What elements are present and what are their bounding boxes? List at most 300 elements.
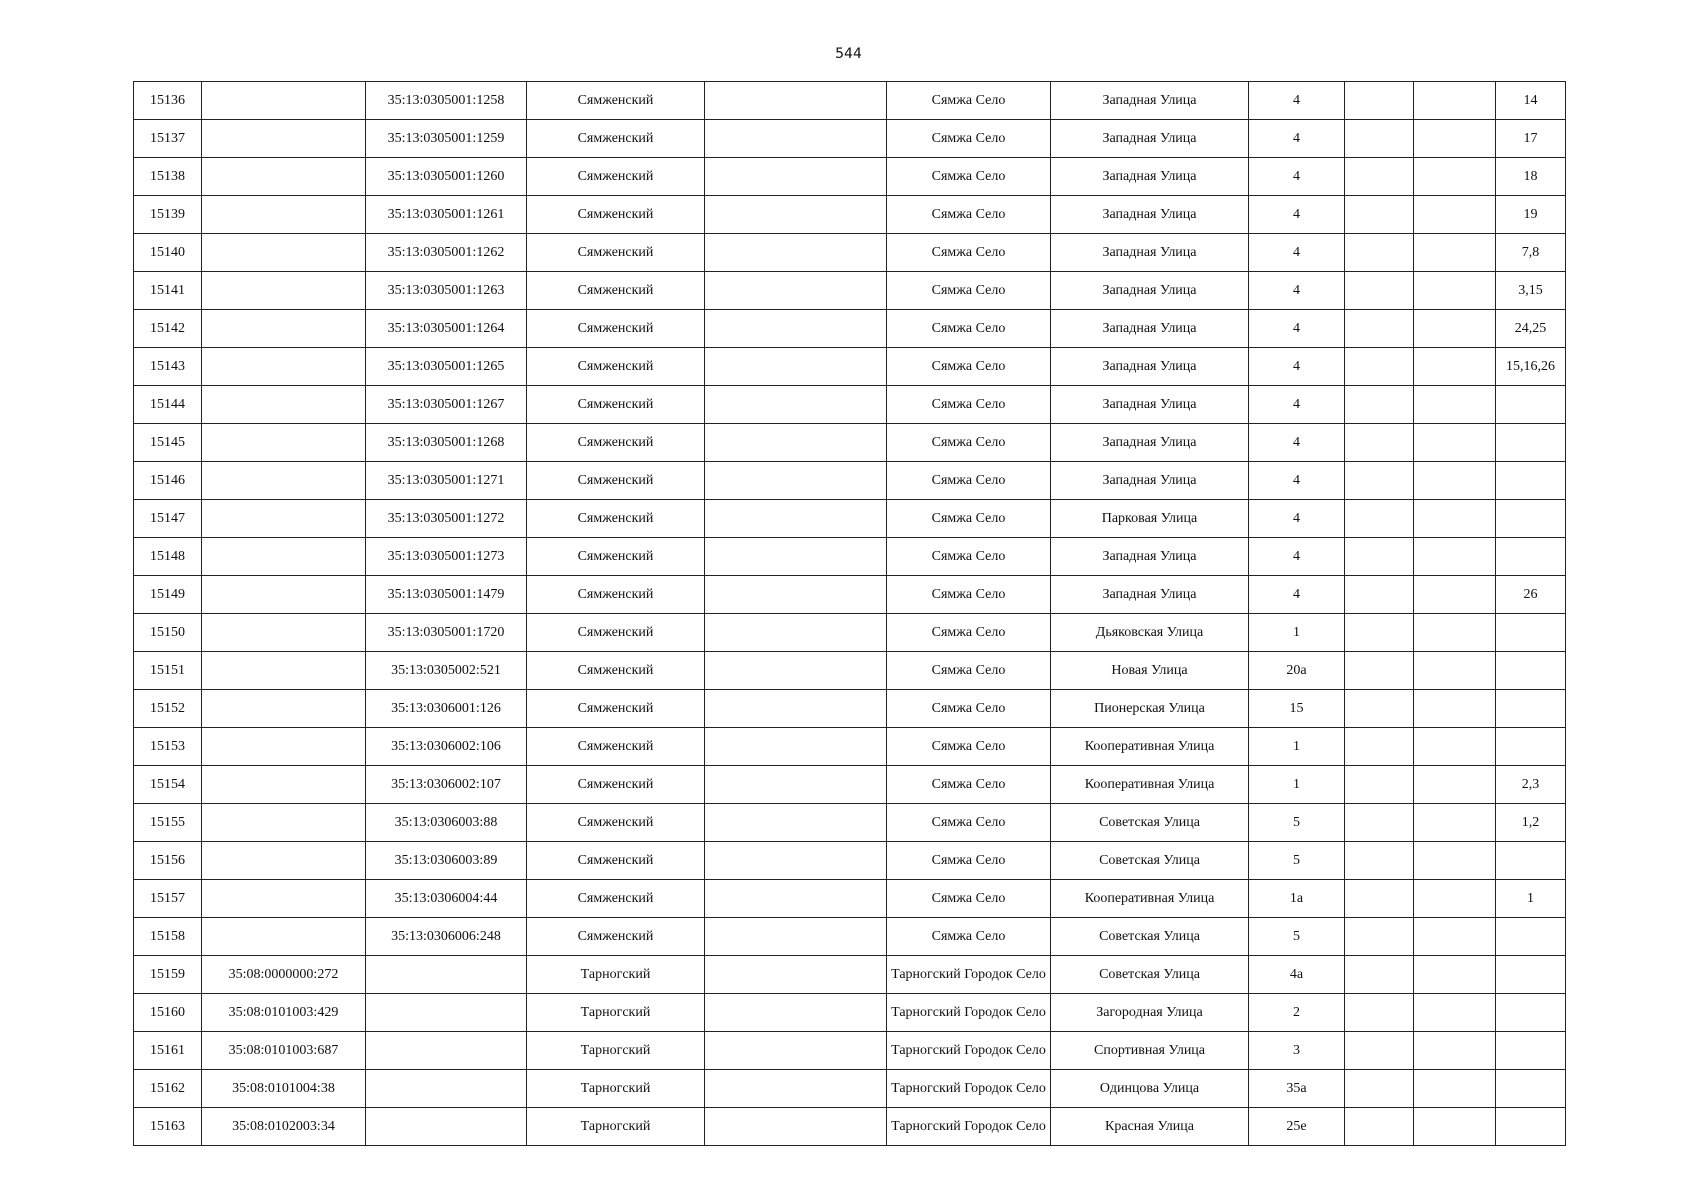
locality-cell: Сямжа Село: [887, 424, 1051, 462]
locality-cell: Сямжа Село: [887, 766, 1051, 804]
street-cell: Новая Улица: [1051, 652, 1249, 690]
cadastral-number-alt-cell: 35:13:0305001:1264: [366, 310, 527, 348]
table-row: [134, 956, 1566, 994]
row-number-cell: 15143: [134, 348, 202, 386]
row-number-cell: 15151: [134, 652, 202, 690]
apartment-cell: 18: [1496, 158, 1566, 196]
district-cell: Сямженский: [527, 234, 705, 272]
street-cell: Парковая Улица: [1051, 500, 1249, 538]
structure-cell: [1414, 690, 1496, 728]
house-number-cell: 4: [1249, 158, 1345, 196]
district-cell: Сямженский: [527, 766, 705, 804]
table-row: [134, 804, 1566, 842]
structure-cell: [1414, 728, 1496, 766]
table-row: [134, 272, 1566, 310]
building-cell: [1345, 500, 1414, 538]
apartment-cell: [1496, 728, 1566, 766]
apartment-cell: [1496, 652, 1566, 690]
cadastral-number-cell: [202, 272, 366, 310]
settlement-cell: [705, 196, 887, 234]
cadastral-number-alt-cell: 35:13:0305001:1265: [366, 348, 527, 386]
district-cell: Сямженский: [527, 158, 705, 196]
table-row: [134, 1032, 1566, 1070]
building-cell: [1345, 196, 1414, 234]
house-number-cell: 4: [1249, 386, 1345, 424]
row-number-cell: 15144: [134, 386, 202, 424]
district-cell: Сямженский: [527, 690, 705, 728]
street-cell: Кооперативная Улица: [1051, 766, 1249, 804]
table-row: [134, 1108, 1566, 1146]
cadastral-number-alt-cell: [366, 956, 527, 994]
row-number-cell: 15142: [134, 310, 202, 348]
table-body: [134, 82, 1566, 1146]
street-cell: Западная Улица: [1051, 120, 1249, 158]
house-number-cell: 3: [1249, 1032, 1345, 1070]
building-cell: [1345, 1070, 1414, 1108]
settlement-cell: [705, 956, 887, 994]
district-cell: Сямженский: [527, 348, 705, 386]
cadastral-number-cell: [202, 880, 366, 918]
row-number-cell: 15155: [134, 804, 202, 842]
district-cell: Сямженский: [527, 462, 705, 500]
locality-cell: Сямжа Село: [887, 234, 1051, 272]
row-number-cell: 15160: [134, 994, 202, 1032]
building-cell: [1345, 1108, 1414, 1146]
locality-cell: Сямжа Село: [887, 348, 1051, 386]
table-row: [134, 82, 1566, 120]
house-number-cell: 2: [1249, 994, 1345, 1032]
cadastral-number-alt-cell: 35:13:0305001:1261: [366, 196, 527, 234]
locality-cell: Сямжа Село: [887, 272, 1051, 310]
cadastral-number-cell: [202, 348, 366, 386]
district-cell: Сямженский: [527, 310, 705, 348]
apartment-cell: 19: [1496, 196, 1566, 234]
cadastral-number-cell: [202, 234, 366, 272]
house-number-cell: 1: [1249, 728, 1345, 766]
row-number-cell: 15147: [134, 500, 202, 538]
street-cell: Спортивная Улица: [1051, 1032, 1249, 1070]
structure-cell: [1414, 310, 1496, 348]
street-cell: Пионерская Улица: [1051, 690, 1249, 728]
settlement-cell: [705, 1032, 887, 1070]
house-number-cell: 5: [1249, 842, 1345, 880]
cadastral-number-alt-cell: [366, 1032, 527, 1070]
structure-cell: [1414, 918, 1496, 956]
building-cell: [1345, 310, 1414, 348]
apartment-cell: 14: [1496, 82, 1566, 120]
settlement-cell: [705, 82, 887, 120]
row-number-cell: 15153: [134, 728, 202, 766]
settlement-cell: [705, 158, 887, 196]
street-cell: Советская Улица: [1051, 842, 1249, 880]
locality-cell: Тарногский Городок Село: [887, 1108, 1051, 1146]
structure-cell: [1414, 348, 1496, 386]
apartment-cell: 15,16,26: [1496, 348, 1566, 386]
cadastral-number-alt-cell: 35:13:0305001:1258: [366, 82, 527, 120]
cadastral-number-alt-cell: 35:13:0305001:1259: [366, 120, 527, 158]
district-cell: Сямженский: [527, 804, 705, 842]
locality-cell: Сямжа Село: [887, 652, 1051, 690]
row-number-cell: 15140: [134, 234, 202, 272]
district-cell: Сямженский: [527, 424, 705, 462]
table-row: [134, 918, 1566, 956]
district-cell: Сямженский: [527, 386, 705, 424]
apartment-cell: 24,25: [1496, 310, 1566, 348]
cadastral-number-cell: [202, 82, 366, 120]
locality-cell: Сямжа Село: [887, 690, 1051, 728]
table-row: [134, 880, 1566, 918]
table-row: [134, 500, 1566, 538]
cadastral-number-alt-cell: [366, 1070, 527, 1108]
apartment-cell: [1496, 842, 1566, 880]
locality-cell: Тарногский Городок Село: [887, 994, 1051, 1032]
row-number-cell: 15150: [134, 614, 202, 652]
settlement-cell: [705, 538, 887, 576]
house-number-cell: 1: [1249, 614, 1345, 652]
cadastral-number-alt-cell: 35:13:0305001:1273: [366, 538, 527, 576]
house-number-cell: 4: [1249, 348, 1345, 386]
row-number-cell: 15138: [134, 158, 202, 196]
structure-cell: [1414, 994, 1496, 1032]
building-cell: [1345, 538, 1414, 576]
district-cell: Тарногский: [527, 1108, 705, 1146]
house-number-cell: 4: [1249, 234, 1345, 272]
structure-cell: [1414, 1032, 1496, 1070]
locality-cell: Сямжа Село: [887, 576, 1051, 614]
cadastral-number-cell: [202, 120, 366, 158]
table-row: [134, 424, 1566, 462]
structure-cell: [1414, 576, 1496, 614]
apartment-cell: 1,2: [1496, 804, 1566, 842]
table-row: [134, 766, 1566, 804]
settlement-cell: [705, 500, 887, 538]
settlement-cell: [705, 576, 887, 614]
apartment-cell: 26: [1496, 576, 1566, 614]
cadastral-number-alt-cell: 35:13:0306006:248: [366, 918, 527, 956]
house-number-cell: 4: [1249, 196, 1345, 234]
street-cell: Дьяковская Улица: [1051, 614, 1249, 652]
house-number-cell: 25е: [1249, 1108, 1345, 1146]
apartment-cell: [1496, 500, 1566, 538]
street-cell: Советская Улица: [1051, 804, 1249, 842]
settlement-cell: [705, 918, 887, 956]
street-cell: Западная Улица: [1051, 158, 1249, 196]
district-cell: Сямженский: [527, 576, 705, 614]
row-number-cell: 15152: [134, 690, 202, 728]
row-number-cell: 15137: [134, 120, 202, 158]
apartment-cell: [1496, 918, 1566, 956]
table-row: [134, 386, 1566, 424]
settlement-cell: [705, 728, 887, 766]
building-cell: [1345, 386, 1414, 424]
structure-cell: [1414, 652, 1496, 690]
table-row: [134, 196, 1566, 234]
house-number-cell: 1: [1249, 766, 1345, 804]
building-cell: [1345, 918, 1414, 956]
structure-cell: [1414, 82, 1496, 120]
cadastral-number-alt-cell: 35:13:0305001:1262: [366, 234, 527, 272]
settlement-cell: [705, 614, 887, 652]
row-number-cell: 15136: [134, 82, 202, 120]
building-cell: [1345, 158, 1414, 196]
settlement-cell: [705, 652, 887, 690]
cadastral-number-alt-cell: 35:13:0305002:521: [366, 652, 527, 690]
house-number-cell: 5: [1249, 918, 1345, 956]
apartment-cell: [1496, 994, 1566, 1032]
building-cell: [1345, 1032, 1414, 1070]
cadastral-number-cell: [202, 196, 366, 234]
structure-cell: [1414, 1108, 1496, 1146]
district-cell: Сямженский: [527, 196, 705, 234]
building-cell: [1345, 994, 1414, 1032]
settlement-cell: [705, 462, 887, 500]
district-cell: Сямженский: [527, 614, 705, 652]
settlement-cell: [705, 386, 887, 424]
cadastral-number-cell: [202, 842, 366, 880]
district-cell: Тарногский: [527, 994, 705, 1032]
cadastral-number-cell: 35:08:0101003:429: [202, 994, 366, 1032]
building-cell: [1345, 576, 1414, 614]
table-row: [134, 576, 1566, 614]
cadastral-number-cell: [202, 310, 366, 348]
cadastral-number-alt-cell: 35:13:0306003:89: [366, 842, 527, 880]
table-row: [134, 538, 1566, 576]
apartment-cell: 7,8: [1496, 234, 1566, 272]
settlement-cell: [705, 424, 887, 462]
cadastral-number-cell: [202, 462, 366, 500]
apartment-cell: [1496, 462, 1566, 500]
street-cell: Западная Улица: [1051, 234, 1249, 272]
cadastral-number-cell: 35:08:0101004:38: [202, 1070, 366, 1108]
locality-cell: Сямжа Село: [887, 842, 1051, 880]
structure-cell: [1414, 158, 1496, 196]
house-number-cell: 4а: [1249, 956, 1345, 994]
settlement-cell: [705, 804, 887, 842]
structure-cell: [1414, 880, 1496, 918]
table-row: [134, 462, 1566, 500]
house-number-cell: 15: [1249, 690, 1345, 728]
cadastral-number-cell: [202, 386, 366, 424]
structure-cell: [1414, 196, 1496, 234]
row-number-cell: 15149: [134, 576, 202, 614]
table-row: [134, 842, 1566, 880]
structure-cell: [1414, 538, 1496, 576]
apartment-cell: [1496, 614, 1566, 652]
row-number-cell: 15141: [134, 272, 202, 310]
cadastral-number-alt-cell: 35:13:0305001:1263: [366, 272, 527, 310]
house-number-cell: 1а: [1249, 880, 1345, 918]
row-number-cell: 15154: [134, 766, 202, 804]
cadastral-number-alt-cell: 35:13:0306002:107: [366, 766, 527, 804]
locality-cell: Тарногский Городок Село: [887, 956, 1051, 994]
locality-cell: Сямжа Село: [887, 918, 1051, 956]
building-cell: [1345, 424, 1414, 462]
apartment-cell: [1496, 956, 1566, 994]
locality-cell: Сямжа Село: [887, 310, 1051, 348]
district-cell: Тарногский: [527, 956, 705, 994]
district-cell: Сямженский: [527, 500, 705, 538]
apartment-cell: 2,3: [1496, 766, 1566, 804]
page-number: 544: [835, 46, 862, 62]
structure-cell: [1414, 462, 1496, 500]
row-number-cell: 15156: [134, 842, 202, 880]
cadastral-number-alt-cell: 35:13:0305001:1271: [366, 462, 527, 500]
district-cell: Тарногский: [527, 1032, 705, 1070]
street-cell: Западная Улица: [1051, 310, 1249, 348]
cadastral-number-cell: [202, 804, 366, 842]
street-cell: Западная Улица: [1051, 196, 1249, 234]
locality-cell: Сямжа Село: [887, 500, 1051, 538]
street-cell: Кооперативная Улица: [1051, 728, 1249, 766]
house-number-cell: 4: [1249, 462, 1345, 500]
cadastral-number-cell: [202, 918, 366, 956]
district-cell: Тарногский: [527, 1070, 705, 1108]
settlement-cell: [705, 234, 887, 272]
cadastral-number-alt-cell: 35:13:0306004:44: [366, 880, 527, 918]
building-cell: [1345, 652, 1414, 690]
structure-cell: [1414, 1070, 1496, 1108]
district-cell: Сямженский: [527, 82, 705, 120]
row-number-cell: 15146: [134, 462, 202, 500]
cadastral-number-cell: [202, 576, 366, 614]
locality-cell: Сямжа Село: [887, 120, 1051, 158]
settlement-cell: [705, 310, 887, 348]
apartment-cell: 17: [1496, 120, 1566, 158]
structure-cell: [1414, 386, 1496, 424]
street-cell: Советская Улица: [1051, 956, 1249, 994]
house-number-cell: 5: [1249, 804, 1345, 842]
street-cell: Западная Улица: [1051, 462, 1249, 500]
settlement-cell: [705, 690, 887, 728]
house-number-cell: 4: [1249, 82, 1345, 120]
cadastral-number-alt-cell: 35:13:0306001:126: [366, 690, 527, 728]
district-cell: Сямженский: [527, 120, 705, 158]
table-row: [134, 1070, 1566, 1108]
apartment-cell: [1496, 424, 1566, 462]
row-number-cell: 15162: [134, 1070, 202, 1108]
row-number-cell: 15158: [134, 918, 202, 956]
cadastral-number-alt-cell: 35:13:0305001:1260: [366, 158, 527, 196]
street-cell: Западная Улица: [1051, 348, 1249, 386]
cadastral-number-cell: 35:08:0102003:34: [202, 1108, 366, 1146]
apartment-cell: [1496, 690, 1566, 728]
table-row: [134, 310, 1566, 348]
settlement-cell: [705, 272, 887, 310]
house-number-cell: 4: [1249, 576, 1345, 614]
locality-cell: Тарногский Городок Село: [887, 1032, 1051, 1070]
locality-cell: Сямжа Село: [887, 728, 1051, 766]
apartment-cell: [1496, 1108, 1566, 1146]
structure-cell: [1414, 956, 1496, 994]
locality-cell: Сямжа Село: [887, 538, 1051, 576]
settlement-cell: [705, 842, 887, 880]
house-number-cell: 4: [1249, 538, 1345, 576]
building-cell: [1345, 766, 1414, 804]
table-row: [134, 690, 1566, 728]
street-cell: Западная Улица: [1051, 386, 1249, 424]
district-cell: Сямженский: [527, 272, 705, 310]
house-number-cell: 35а: [1249, 1070, 1345, 1108]
row-number-cell: 15139: [134, 196, 202, 234]
street-cell: Загородная Улица: [1051, 994, 1249, 1032]
cadastral-number-cell: [202, 728, 366, 766]
district-cell: Сямженский: [527, 728, 705, 766]
cadastral-number-cell: [202, 614, 366, 652]
row-number-cell: 15148: [134, 538, 202, 576]
cadastral-number-alt-cell: 35:13:0305001:1267: [366, 386, 527, 424]
building-cell: [1345, 462, 1414, 500]
row-number-cell: 15163: [134, 1108, 202, 1146]
cadastral-number-alt-cell: [366, 994, 527, 1032]
apartment-cell: 1: [1496, 880, 1566, 918]
street-cell: Западная Улица: [1051, 82, 1249, 120]
cadastral-number-cell: 35:08:0000000:272: [202, 956, 366, 994]
cadastral-number-cell: [202, 158, 366, 196]
building-cell: [1345, 728, 1414, 766]
apartment-cell: [1496, 538, 1566, 576]
street-cell: Западная Улица: [1051, 576, 1249, 614]
building-cell: [1345, 880, 1414, 918]
table-row: [134, 652, 1566, 690]
locality-cell: Сямжа Село: [887, 386, 1051, 424]
house-number-cell: 4: [1249, 310, 1345, 348]
building-cell: [1345, 120, 1414, 158]
house-number-cell: 20а: [1249, 652, 1345, 690]
structure-cell: [1414, 842, 1496, 880]
cadastral-number-alt-cell: 35:13:0305001:1268: [366, 424, 527, 462]
building-cell: [1345, 956, 1414, 994]
row-number-cell: 15161: [134, 1032, 202, 1070]
settlement-cell: [705, 348, 887, 386]
settlement-cell: [705, 880, 887, 918]
cadastral-number-cell: [202, 652, 366, 690]
settlement-cell: [705, 994, 887, 1032]
structure-cell: [1414, 272, 1496, 310]
cadastral-number-cell: 35:08:0101003:687: [202, 1032, 366, 1070]
table-row: [134, 158, 1566, 196]
cadastral-number-alt-cell: 35:13:0306002:106: [366, 728, 527, 766]
locality-cell: Тарногский Городок Село: [887, 1070, 1051, 1108]
table-row: [134, 728, 1566, 766]
cadastral-number-alt-cell: 35:13:0305001:1272: [366, 500, 527, 538]
settlement-cell: [705, 1108, 887, 1146]
district-cell: Сямженский: [527, 880, 705, 918]
table-row: [134, 348, 1566, 386]
building-cell: [1345, 842, 1414, 880]
building-cell: [1345, 234, 1414, 272]
table-row: [134, 234, 1566, 272]
building-cell: [1345, 82, 1414, 120]
settlement-cell: [705, 1070, 887, 1108]
cadastral-number-cell: [202, 500, 366, 538]
cadastral-number-cell: [202, 690, 366, 728]
building-cell: [1345, 272, 1414, 310]
house-number-cell: 4: [1249, 500, 1345, 538]
street-cell: Одинцова Улица: [1051, 1070, 1249, 1108]
settlement-cell: [705, 766, 887, 804]
district-cell: Сямженский: [527, 918, 705, 956]
settlement-cell: [705, 120, 887, 158]
district-cell: Сямженский: [527, 842, 705, 880]
table-row: [134, 120, 1566, 158]
cadastral-number-alt-cell: 35:13:0306003:88: [366, 804, 527, 842]
building-cell: [1345, 348, 1414, 386]
cadastral-number-alt-cell: 35:13:0305001:1479: [366, 576, 527, 614]
cadastral-number-cell: [202, 538, 366, 576]
district-cell: Сямженский: [527, 652, 705, 690]
locality-cell: Сямжа Село: [887, 804, 1051, 842]
apartment-cell: [1496, 386, 1566, 424]
